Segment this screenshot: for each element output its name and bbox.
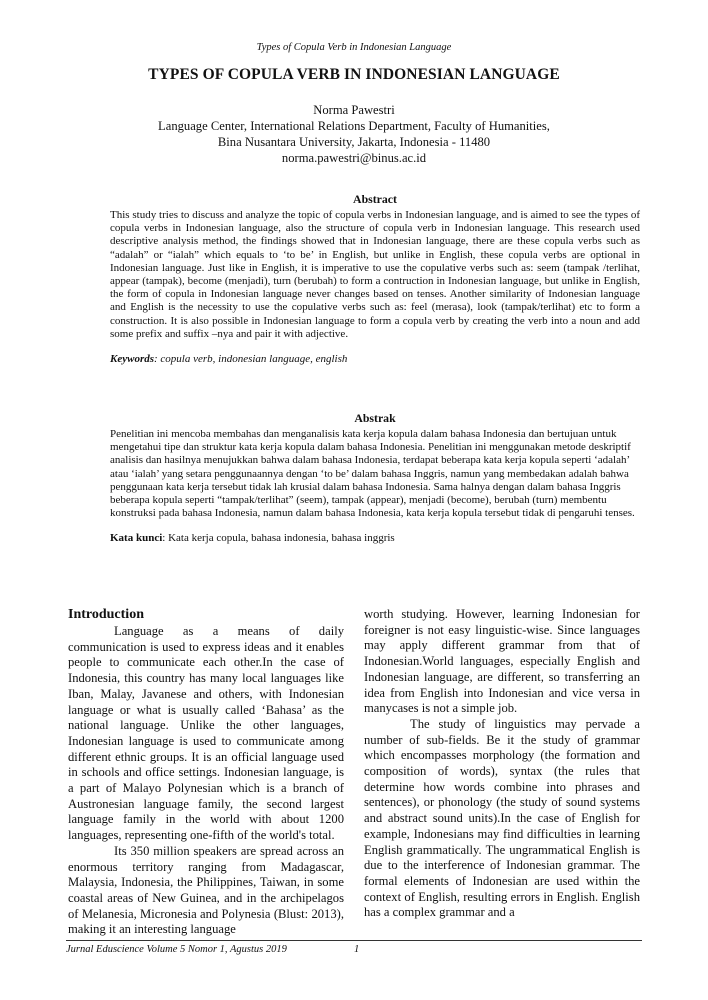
footer-journal: Jurnal Eduscience Volume 5 Nomor 1, Agustus 2019	[66, 944, 287, 955]
left-column	[68, 606, 344, 938]
abstrak-text: Penelitian ini mencoba membahas dan menganalisis kata kerja kopula dalam bahasa Indonesia dan bertujuan untuk mengetahui tipe dan struktur kata kerja kopula dalam bahasa Indonesia. Penelitian ini menggunakan metode deskriptif analisis dan hasilnya menujukkan bahwa dalam bahasa Indonesia, terdapat beberapa kata kerja kopula seperti ‘adalah’ atau ‘ialah’ yang setara penggunaannya dengan ‘to be’ dalam bahasa Inggris, namun yang membedakan adalah bahwa penggunaan kata kerja tersebut tidak lah krusial dalam bahasa Indonesia. Sama halnya dengan dalam bahasa Inggris beberapa kopula seperti “tampak/terlihat” (seem), tampak (appear), menjadi (become), berubah (turn) membentu konstruksi pada bahasa Indonesia, namun dalam bahasa Indonesia, kata kerja kopula tersebut tidak di pengaruhi tenses.	[110, 428, 635, 520]
intro-paragraph-3: worth studying. However, learning Indonesian for foreigner is not easy linguistic-wise. Since languages may apply different grammar from that of Indonesian.World languages, especially English and Indonesian language, are different, so transferring an idea from English into Indonesian and vice versa in manycases is not a simple job.	[364, 607, 640, 716]
right-column	[364, 607, 640, 921]
keywords-line	[110, 353, 640, 366]
keywords-label: Keywords	[110, 353, 154, 366]
running-head: Types of Copula Verb in Indonesian Language	[256, 42, 452, 53]
affiliation-line-2: Bina Nusantara University, Jakarta, Indonesia - 11480	[217, 135, 491, 149]
intro-paragraph-2: Its 350 million speakers are spread across an enormous territory ranging from Madagascar, Malaysia, Indonesia, the Philippines, Taiwan, in some coastal areas of New Guinea, and in the archipelagos of Melanesia, Micronesia and Polynesia (Blust: 2013), making it an interesting language	[68, 843, 344, 937]
abstrak-section	[110, 411, 640, 546]
introduction-heading: Introduction	[68, 607, 144, 622]
paper-title: TYPES OF COPULA VERB IN INDONESIAN LANGUAGE	[148, 66, 560, 83]
abstract-text: This study tries to discuss and analyze the topic of copula verbs in Indonesian language, and is aimed to see the types of copula verbs in Indonesian language, also the structure of copula verb in Indonesian language. This research used descriptive analysis method, the findings showed that in Indonesian language, there are these copula verbs such as “adalah” or “ialah” which equals to ‘to be’ in English, but unlike in English, these copula verbs are optional in Indonesian language. Just like in English, it is imperative to use the copulative verbs such as: seem (tampak /terlihat, appear (tampak), become (menjadi), turn (berubah) to form a contruction in Indonesian language, but unlike in English, the form of copula in Indonesian language never changes based on tenses. Another similarity of Indonesian language and English is the necessity to use the copulative verbs such as: feel (merasa), look (tampak/terlihat) etc to form a construction. It is also possible in Indonesian language to form a copula verb by creating the verb into a noun and add some prefix and suffix –nya and pair it with adjective.	[110, 209, 640, 340]
abstract-section	[110, 192, 640, 366]
kata-kunci-line	[110, 532, 640, 545]
author-email: norma.pawestri@binus.ac.id	[281, 151, 427, 165]
kata-kunci-label: Kata kunci	[110, 532, 163, 545]
affiliation-line-1: Language Center, International Relations Department, Faculty of Humanities,	[158, 119, 550, 133]
footer-rule	[66, 940, 642, 941]
abstrak-heading: Abstrak	[354, 411, 396, 425]
author-name: Norma Pawestri	[313, 103, 395, 117]
abstract-heading: Abstract	[353, 192, 397, 206]
kata-kunci-value: : Kata kerja copula, bahasa indonesia, bahasa inggris	[162, 532, 395, 545]
intro-paragraph-1: Language as a means of daily communication is used to express ideas and it enables people to communicate each other.In the case of Indonesia, this country has many local languages like Iban, Malay, Javanese and others, with Indonesian language or what is usually called ‘Bahasa’ as the national language. Unlike the other languages, Indonesian language is used to communicate among different ethnic groups. It is an official language used in schools and office settings. Indonesian language, is a part of Malayo Polynesian which is a branch of Austronesian language family, the second largest language family in the world with about 1200 languages, representing one-fifth of the world's total.	[68, 624, 344, 843]
intro-paragraph-4: The study of linguistics may pervade a number of sub-fields. Be it the study of grammar which encompasses morphology (the formation and composition of words), syntax (the rules that determine how words combine into phrases and sentences), or phonology (the study of sound systems and abstract sound units).In the case of English for example, Indonesians may find difficulties in learning English grammatically. The ungrammatical English is due to the interference of Indonesian grammar. The formal elements of Indonesian are used within the context of English, resulting errors in English. English has a complex grammar and a	[364, 716, 640, 920]
author-block	[0, 102, 708, 166]
keywords-value: : copula verb, indonesian language, english	[154, 353, 348, 366]
page-number: 1	[354, 944, 360, 955]
